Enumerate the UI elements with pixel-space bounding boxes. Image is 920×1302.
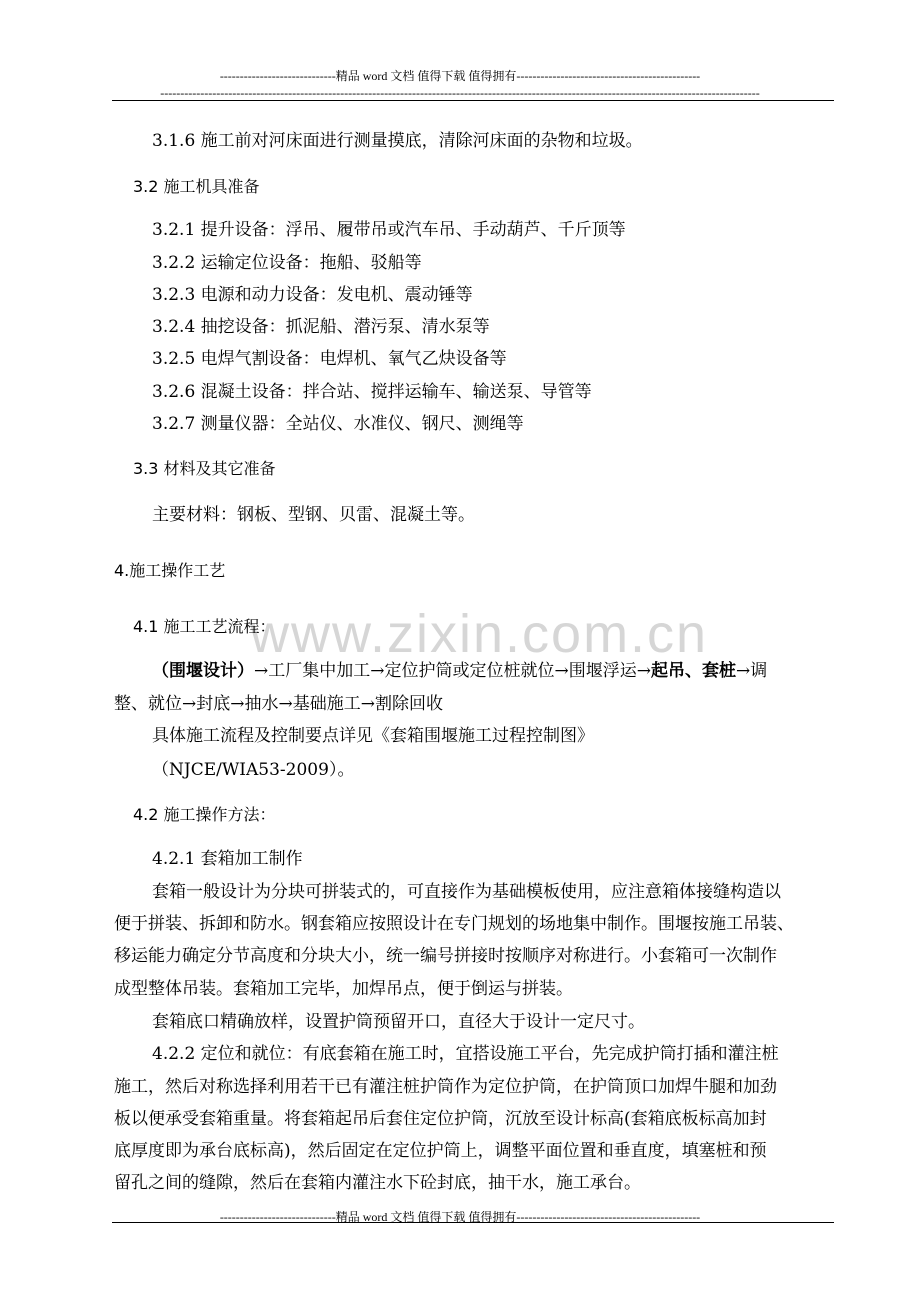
item-3-2-5: 3.2.5 电焊气割设备：电焊机、氧气乙炔设备等 [152,349,507,369]
para-4-2-1-line-4: 成型整体吊装。套箱加工完毕，加焊吊点，便于倒运与拼装。 [114,979,573,999]
para-4-2-2-line-1: 4.2.2 定位和就位：有底套箱在施工时，宜搭设施工平台，先完成护筒打插和灌注桩 [152,1044,779,1064]
item-3-2-7: 3.2.7 测量仪器：全站仪、水准仪、钢尺、测绳等 [152,414,524,434]
para-4-2-1-line-1: 套箱一般设计为分块可拼装式的，可直接作为基础模板使用，应注意箱体接缝构造以 [152,882,781,902]
para-4-2-2-line-5: 留孔之间的缝隙，然后在套箱内灌注水下砼封底，抽干水，施工承台。 [114,1173,641,1193]
item-3-2-2: 3.2.2 运输定位设备：拖船、驳船等 [152,253,422,273]
heading-3-2: 3.2 施工机具准备 [133,177,260,196]
para-4-2-1-line-2: 便于拼装、拆卸和防水。钢套箱应按照设计在专门规划的场地集中制作。围堰按施工吊装、 [114,914,794,934]
header-line-1: -----------------------------精品 word 文档 值得下载 值得拥有---------------------------------------------- [219,69,701,83]
item-3-2-3: 3.2.3 电源和动力设备：发电机、震动锤等 [152,285,473,305]
para-4-2-2-line-4: 底厚度即为承台底标高)，然后固定在定位护筒上，调整平面位置和垂直度，填塞桩和预 [114,1141,767,1161]
para-4-2-2-line-2: 施工，然后对称选择利用若干已有灌注桩护筒作为定位护筒，在护筒顶口加焊牛腿和加劲 [114,1077,777,1097]
flow-reference: 具体施工流程及控制要点详见《套箱围堰施工过程控制图》 [152,726,594,746]
materials-text: 主要材料：钢板、型钢、贝雷、混凝土等。 [152,505,475,525]
item-3-2-4: 3.2.4 抽挖设备：抓泥船、潜污泵、清水泵等 [152,317,490,337]
item-3-2-1: 3.2.1 提升设备：浮吊、履带吊或汽车吊、手动葫芦、千斤顶等 [152,220,626,240]
para-4-2-1-line-5: 套箱底口精确放样，设置护筒预留开口，直径大于设计一定尺寸。 [152,1012,645,1032]
flow-lift: 起吊、套桩 [650,661,736,681]
heading-4-2-1: 4.2.1 套箱加工制作 [152,849,303,869]
header-rule [112,100,834,101]
header-line-2: ------------------------------------------------------------------------------------------------------------------------------------------------------ [160,86,760,100]
flow-design: （围堰设计） [152,661,254,681]
flow-line-1 [152,661,767,681]
watermark: www.zixin.com.cn [250,604,709,664]
flow-steps: →工厂集中加工→定位护筒或定位桩就位→围堰浮运→ [254,661,651,681]
heading-4-1: 4.1 施工工艺流程： [133,617,276,636]
flow-code: （NJCE/WIA53-2009）。 [152,760,355,780]
heading-3-3: 3.3 材料及其它准备 [133,459,276,478]
footer-line-1: -----------------------------精品 word 文档 值得下载 值得拥有---------------------------------------------- [219,1210,701,1224]
flow-line-2: 整、就位→封底→抽水→基础施工→割除回收 [114,694,443,714]
heading-4: 4.施工操作工艺 [114,561,226,580]
flow-adjust: →调 [735,661,768,681]
para-3-1-6: 3.1.6 施工前对河床面进行测量摸底，清除河床面的杂物和垃圾。 [152,131,643,151]
heading-4-2: 4.2 施工操作方法： [133,805,276,824]
item-3-2-6: 3.2.6 混凝土设备：拌合站、搅拌运输车、输送泵、导管等 [152,382,592,402]
para-4-2-1-line-3: 移运能力确定分节高度和分块大小，统一编号拼接时按顺序对称进行。小套箱可一次制作 [114,946,777,966]
footer-rule [112,1222,834,1223]
para-4-2-2-line-3: 板以便承受套箱重量。将套箱起吊后套住定位护筒，沉放至设计标高(套箱底板标高加封 [114,1109,767,1129]
